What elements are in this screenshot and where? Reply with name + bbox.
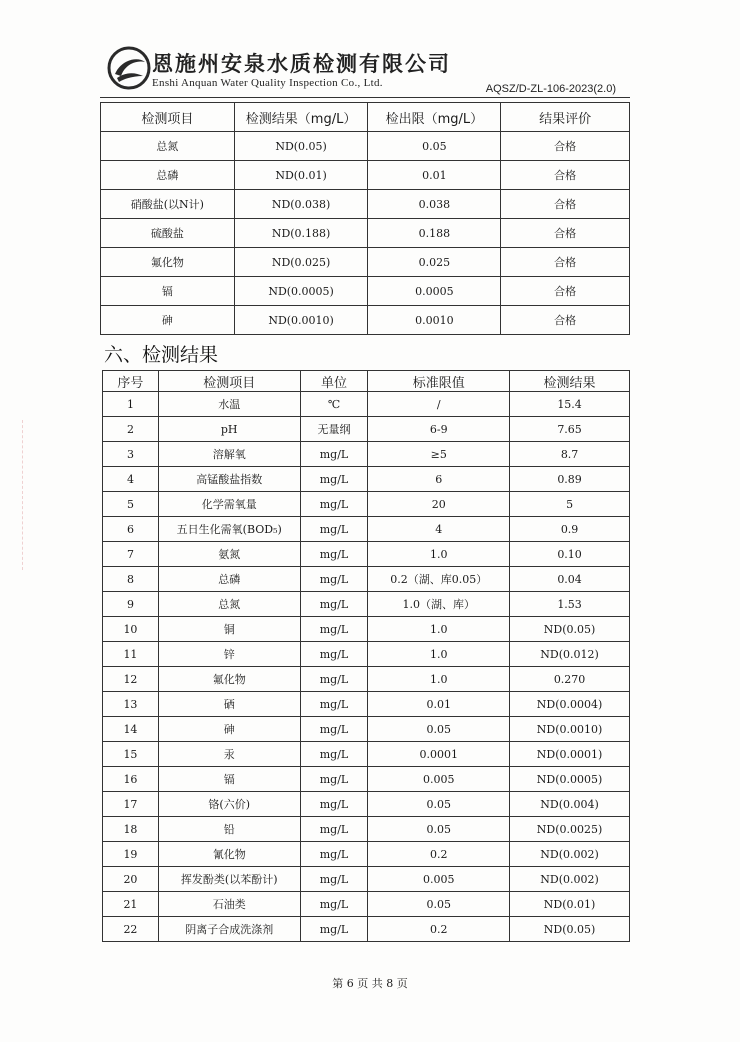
cell-index: 6: [103, 517, 159, 542]
cell-item: 铜: [158, 617, 300, 642]
cell-standard: 4: [368, 517, 510, 542]
table-row: [103, 592, 630, 617]
cell-index: 19: [103, 842, 159, 867]
table-row: [103, 392, 630, 417]
cell-unit: mg/L: [300, 542, 368, 567]
cell-result: ND(0.01): [234, 161, 368, 190]
cell-result: 5: [510, 492, 630, 517]
cell-item: 铅: [158, 817, 300, 842]
table-row: [103, 617, 630, 642]
table-row: [103, 417, 630, 442]
cell-standard: 0.05: [368, 792, 510, 817]
table-row: [103, 817, 630, 842]
table-row: [103, 442, 630, 467]
table-header-row: [101, 103, 630, 132]
cell-index: 12: [103, 667, 159, 692]
col-header-result: 检测结果（mg/L）: [234, 103, 368, 132]
cell-standard: 1.0: [368, 617, 510, 642]
cell-unit: mg/L: [300, 842, 368, 867]
cell-result: ND(0.0005): [510, 767, 630, 792]
cell-index: 9: [103, 592, 159, 617]
cell-evaluation: 合格: [501, 190, 630, 219]
cell-standard: 1.0: [368, 542, 510, 567]
cell-index: 8: [103, 567, 159, 592]
table-row: [101, 306, 630, 335]
cell-unit: mg/L: [300, 792, 368, 817]
table-row: [103, 717, 630, 742]
table-row: [103, 792, 630, 817]
col-header-item: 检测项目: [101, 103, 235, 132]
cell-result: ND(0.188): [234, 219, 368, 248]
cell-result: ND(0.025): [234, 248, 368, 277]
cell-item: 挥发酚类(以苯酚计): [158, 867, 300, 892]
cell-item: 五日生化需氧(BOD₅): [158, 517, 300, 542]
cell-index: 22: [103, 917, 159, 942]
cell-result: ND(0.0010): [234, 306, 368, 335]
table-row: [101, 161, 630, 190]
cell-index: 10: [103, 617, 159, 642]
detection-limit-table: [100, 102, 630, 335]
cell-index: 18: [103, 817, 159, 842]
cell-result: ND(0.0001): [510, 742, 630, 767]
cell-result: ND(0.0025): [510, 817, 630, 842]
cell-result: 15.4: [510, 392, 630, 417]
cell-result: ND(0.05): [510, 917, 630, 942]
table-row: [103, 492, 630, 517]
cell-standard: 0.05: [368, 717, 510, 742]
cell-evaluation: 合格: [501, 306, 630, 335]
cell-item: 总氮: [158, 592, 300, 617]
cell-result: ND(0.0004): [510, 692, 630, 717]
cell-item: 石油类: [158, 892, 300, 917]
cell-standard: 0.0001: [368, 742, 510, 767]
cell-standard: 6-9: [368, 417, 510, 442]
cell-item: 汞: [158, 742, 300, 767]
cell-item: 氰化物: [158, 842, 300, 867]
cell-result: ND(0.002): [510, 867, 630, 892]
cell-index: 5: [103, 492, 159, 517]
cell-item: 溶解氧: [158, 442, 300, 467]
cell-unit: mg/L: [300, 442, 368, 467]
cell-limit: 0.038: [368, 190, 501, 219]
cell-standard: 0.01: [368, 692, 510, 717]
cell-standard: 20: [368, 492, 510, 517]
cell-result: ND(0.05): [234, 132, 368, 161]
cell-result: 0.04: [510, 567, 630, 592]
cell-result: 7.65: [510, 417, 630, 442]
col-header-limit: 检出限（mg/L）: [368, 103, 501, 132]
cell-result: 0.9: [510, 517, 630, 542]
cell-limit: 0.0010: [368, 306, 501, 335]
table-row: [103, 667, 630, 692]
cell-limit: 0.188: [368, 219, 501, 248]
company-name-en: Enshi Anquan Water Quality Inspection Co., Ltd.: [152, 77, 383, 89]
cell-evaluation: 合格: [501, 132, 630, 161]
cell-unit: mg/L: [300, 567, 368, 592]
table-row: [103, 892, 630, 917]
cell-index: 13: [103, 692, 159, 717]
col-header-standard: 标准限值: [368, 371, 510, 392]
cell-result: 0.270: [510, 667, 630, 692]
table-row: [101, 248, 630, 277]
table-row: [103, 767, 630, 792]
cell-item: 镉: [158, 767, 300, 792]
cell-item: 化学需氧量: [158, 492, 300, 517]
cell-index: 17: [103, 792, 159, 817]
cell-unit: mg/L: [300, 767, 368, 792]
cell-unit: 无量纲: [300, 417, 368, 442]
cell-standard: 0.2（湖、库0.05）: [368, 567, 510, 592]
cell-result: ND(0.012): [510, 642, 630, 667]
cell-limit: 0.0005: [368, 277, 501, 306]
section-title: 六、检测结果: [104, 344, 219, 366]
header-divider: [100, 97, 630, 98]
cell-item: 硒: [158, 692, 300, 717]
cell-result: ND(0.002): [510, 842, 630, 867]
cell-standard: 0.005: [368, 867, 510, 892]
cell-result: ND(0.0010): [510, 717, 630, 742]
cell-evaluation: 合格: [501, 219, 630, 248]
cell-result: 8.7: [510, 442, 630, 467]
cell-result: ND(0.004): [510, 792, 630, 817]
cell-unit: mg/L: [300, 917, 368, 942]
cell-evaluation: 合格: [501, 248, 630, 277]
cell-unit: mg/L: [300, 892, 368, 917]
col-header-unit: 单位: [300, 371, 368, 392]
cell-result: ND(0.0005): [234, 277, 368, 306]
cell-unit: mg/L: [300, 642, 368, 667]
cell-unit: mg/L: [300, 692, 368, 717]
company-name-cn: 恩施州安泉水质检测有限公司: [152, 51, 451, 76]
cell-unit: mg/L: [300, 467, 368, 492]
cell-item: 硫酸盐: [101, 219, 235, 248]
cell-unit: mg/L: [300, 817, 368, 842]
cell-item: 硝酸盐(以N计): [101, 190, 235, 219]
col-header-index: 序号: [103, 371, 159, 392]
table-row: [103, 917, 630, 942]
cell-standard: 1.0: [368, 642, 510, 667]
cell-index: 11: [103, 642, 159, 667]
cell-item: 总氮: [101, 132, 235, 161]
table-row: [101, 219, 630, 248]
cell-unit: mg/L: [300, 742, 368, 767]
cell-limit: 0.025: [368, 248, 501, 277]
cell-item: 水温: [158, 392, 300, 417]
table-row: [103, 742, 630, 767]
cell-standard: ≥5: [368, 442, 510, 467]
table-row: [101, 277, 630, 306]
cell-unit: mg/L: [300, 617, 368, 642]
table-row: [101, 190, 630, 219]
cell-item: 铬(六价): [158, 792, 300, 817]
cell-unit: mg/L: [300, 867, 368, 892]
cell-limit: 0.05: [368, 132, 501, 161]
cell-result: 0.89: [510, 467, 630, 492]
cell-limit: 0.01: [368, 161, 501, 190]
cell-item: 总磷: [101, 161, 235, 190]
cell-standard: 0.05: [368, 817, 510, 842]
table-row: [103, 567, 630, 592]
cell-item: pH: [158, 417, 300, 442]
col-header-result: 检测结果: [510, 371, 630, 392]
table-row: [103, 542, 630, 567]
seal-edge-mark: [0, 420, 23, 570]
cell-item: 锌: [158, 642, 300, 667]
company-logo-icon: [107, 46, 151, 90]
cell-index: 14: [103, 717, 159, 742]
cell-item: 氟化物: [101, 248, 235, 277]
cell-index: 20: [103, 867, 159, 892]
cell-item: 氨氮: [158, 542, 300, 567]
col-header-item: 检测项目: [158, 371, 300, 392]
cell-index: 4: [103, 467, 159, 492]
table-row: [101, 132, 630, 161]
cell-unit: mg/L: [300, 667, 368, 692]
cell-item: 砷: [101, 306, 235, 335]
cell-item: 阴离子合成洗涤剂: [158, 917, 300, 942]
cell-standard: 0.005: [368, 767, 510, 792]
cell-result: ND(0.05): [510, 617, 630, 642]
cell-item: 氟化物: [158, 667, 300, 692]
cell-index: 15: [103, 742, 159, 767]
table-row: [103, 467, 630, 492]
cell-result: 1.53: [510, 592, 630, 617]
cell-standard: 1.0（湖、库）: [368, 592, 510, 617]
cell-standard: 6: [368, 467, 510, 492]
cell-index: 7: [103, 542, 159, 567]
cell-unit: ℃: [300, 392, 368, 417]
table-row: [103, 842, 630, 867]
test-results-table: [102, 370, 630, 942]
cell-unit: mg/L: [300, 592, 368, 617]
cell-evaluation: 合格: [501, 161, 630, 190]
table-header-row: [103, 371, 630, 392]
cell-unit: mg/L: [300, 492, 368, 517]
cell-standard: 0.05: [368, 892, 510, 917]
cell-index: 16: [103, 767, 159, 792]
cell-standard: 0.2: [368, 917, 510, 942]
cell-item: 高锰酸盐指数: [158, 467, 300, 492]
table-row: [103, 642, 630, 667]
cell-evaluation: 合格: [501, 277, 630, 306]
table-row: [103, 517, 630, 542]
page-number: 第 6 页 共 8 页: [332, 977, 408, 990]
cell-unit: mg/L: [300, 517, 368, 542]
cell-index: 21: [103, 892, 159, 917]
cell-item: 镉: [101, 277, 235, 306]
cell-index: 3: [103, 442, 159, 467]
cell-item: 砷: [158, 717, 300, 742]
cell-standard: 0.2: [368, 842, 510, 867]
cell-standard: /: [368, 392, 510, 417]
cell-index: 2: [103, 417, 159, 442]
cell-index: 1: [103, 392, 159, 417]
cell-unit: mg/L: [300, 717, 368, 742]
cell-standard: 1.0: [368, 667, 510, 692]
cell-result: 0.10: [510, 542, 630, 567]
table-row: [103, 867, 630, 892]
table-row: [103, 692, 630, 717]
cell-item: 总磷: [158, 567, 300, 592]
col-header-evaluation: 结果评价: [501, 103, 630, 132]
cell-result: ND(0.01): [510, 892, 630, 917]
document-code: AQSZ/D-ZL-106-2023(2.0): [485, 83, 616, 95]
cell-result: ND(0.038): [234, 190, 368, 219]
